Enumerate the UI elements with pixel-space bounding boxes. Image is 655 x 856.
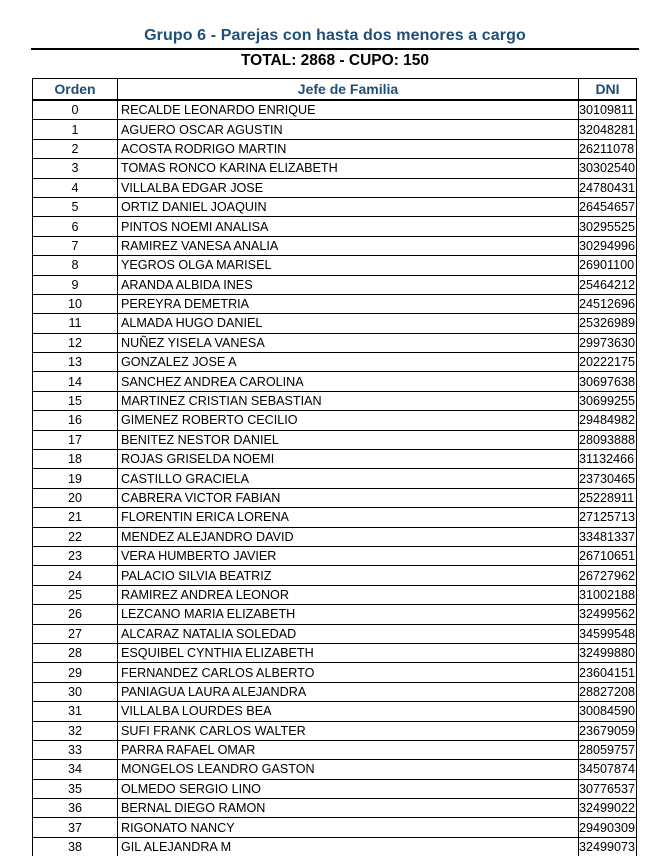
jefe-de-familia-cell: RAMIREZ VANESA ANALIA <box>118 236 579 255</box>
orden-cell: 20 <box>33 488 118 507</box>
dni-cell: 33481337 <box>579 527 637 546</box>
dni-cell: 32499880 <box>579 643 637 662</box>
table-header-row <box>33 79 637 101</box>
table-body <box>33 100 637 856</box>
orden-cell: 22 <box>33 527 118 546</box>
orden-cell: 25 <box>33 585 118 604</box>
jefe-de-familia-cell: VILLALBA LOURDES BEA <box>118 702 579 721</box>
orden-cell: 30 <box>33 682 118 701</box>
table-row <box>33 799 637 818</box>
dni-cell: 34507874 <box>579 760 637 779</box>
dni-cell: 28827208 <box>579 682 637 701</box>
table-row <box>33 643 637 662</box>
orden-cell: 10 <box>33 294 118 313</box>
jefe-de-familia-cell: RIGONATO NANCY <box>118 818 579 837</box>
jefe-de-familia-cell: SANCHEZ ANDREA CAROLINA <box>118 372 579 391</box>
jefe-de-familia-cell: ACOSTA RODRIGO MARTIN <box>118 139 579 158</box>
column-header-jefe-de-familia: Jefe de Familia <box>118 79 579 101</box>
jefe-de-familia-cell: GONZALEZ JOSE A <box>118 353 579 372</box>
dni-cell: 25464212 <box>579 275 637 294</box>
table-row <box>33 605 637 624</box>
orden-cell: 36 <box>33 799 118 818</box>
orden-cell: 33 <box>33 740 118 759</box>
table-row <box>33 488 637 507</box>
jefe-de-familia-cell: TOMAS RONCO KARINA ELIZABETH <box>118 159 579 178</box>
table-row <box>33 837 637 856</box>
dni-cell: 32499562 <box>579 605 637 624</box>
orden-cell: 15 <box>33 391 118 410</box>
table-row <box>33 372 637 391</box>
dni-cell: 30302540 <box>579 159 637 178</box>
dni-cell: 24780431 <box>579 178 637 197</box>
table-row <box>33 624 637 643</box>
dni-cell: 23679059 <box>579 721 637 740</box>
table-row <box>33 178 637 197</box>
jefe-de-familia-cell: CABRERA VICTOR FABIAN <box>118 488 579 507</box>
orden-cell: 12 <box>33 333 118 352</box>
orden-cell: 7 <box>33 236 118 255</box>
jefe-de-familia-cell: PARRA RAFAEL OMAR <box>118 740 579 759</box>
jefe-de-familia-cell: PEREYRA DEMETRIA <box>118 294 579 313</box>
orden-cell: 18 <box>33 450 118 469</box>
dni-cell: 20222175 <box>579 353 637 372</box>
dni-cell: 24512696 <box>579 294 637 313</box>
jefe-de-familia-cell: ARANDA ALBIDA INES <box>118 275 579 294</box>
jefe-de-familia-cell: PALACIO SILVIA BEATRIZ <box>118 566 579 585</box>
title-divider <box>31 48 639 50</box>
dni-cell: 32048281 <box>579 120 637 139</box>
column-header-orden: Orden <box>33 79 118 101</box>
jefe-de-familia-cell: ROJAS GRISELDA NOEMI <box>118 450 579 469</box>
jefe-de-familia-cell: GIL ALEJANDRA M <box>118 837 579 856</box>
dni-cell: 26727962 <box>579 566 637 585</box>
jefe-de-familia-cell: OLMEDO SERGIO LINO <box>118 779 579 798</box>
table-row <box>33 217 637 236</box>
dni-cell: 30084590 <box>579 702 637 721</box>
table-row <box>33 120 637 139</box>
dni-cell: 30776537 <box>579 779 637 798</box>
dni-cell: 29490309 <box>579 818 637 837</box>
orden-cell: 9 <box>33 275 118 294</box>
jefe-de-familia-cell: CASTILLO GRACIELA <box>118 469 579 488</box>
dni-cell: 26211078 <box>579 139 637 158</box>
orden-cell: 16 <box>33 411 118 430</box>
dni-cell: 31132466 <box>579 450 637 469</box>
table-row <box>33 779 637 798</box>
dni-cell: 28093888 <box>579 430 637 449</box>
table-row <box>33 411 637 430</box>
orden-cell: 26 <box>33 605 118 624</box>
table-row <box>33 546 637 565</box>
dni-cell: 32499073 <box>579 837 637 856</box>
table-row <box>33 159 637 178</box>
orden-cell: 0 <box>33 100 118 120</box>
table-row <box>33 294 637 313</box>
dni-cell: 34599548 <box>579 624 637 643</box>
table-row <box>33 256 637 275</box>
orden-cell: 31 <box>33 702 118 721</box>
orden-cell: 21 <box>33 508 118 527</box>
dni-cell: 23730465 <box>579 469 637 488</box>
jefe-de-familia-cell: BENITEZ NESTOR DANIEL <box>118 430 579 449</box>
jefe-de-familia-cell: MARTINEZ CRISTIAN SEBASTIAN <box>118 391 579 410</box>
table-row <box>33 682 637 701</box>
dni-cell: 26454657 <box>579 197 637 216</box>
orden-cell: 2 <box>33 139 118 158</box>
jefe-de-familia-cell: MONGELOS LEANDRO GASTON <box>118 760 579 779</box>
table-row <box>33 430 637 449</box>
table-row <box>33 236 637 255</box>
jefe-de-familia-cell: ESQUIBEL CYNTHIA ELIZABETH <box>118 643 579 662</box>
jefe-de-familia-cell: ALMADA HUGO DANIEL <box>118 314 579 333</box>
orden-cell: 6 <box>33 217 118 236</box>
dni-cell: 30697638 <box>579 372 637 391</box>
orden-cell: 27 <box>33 624 118 643</box>
table-row <box>33 139 637 158</box>
table-row <box>33 663 637 682</box>
jefe-de-familia-cell: MENDEZ ALEJANDRO DAVID <box>118 527 579 546</box>
table-row <box>33 585 637 604</box>
table-row <box>33 760 637 779</box>
table-row <box>33 275 637 294</box>
dni-cell: 29973630 <box>579 333 637 352</box>
orden-cell: 4 <box>33 178 118 197</box>
table-row <box>33 353 637 372</box>
jefe-de-familia-cell: PANIAGUA LAURA ALEJANDRA <box>118 682 579 701</box>
orden-cell: 24 <box>33 566 118 585</box>
jefe-de-familia-cell: GIMENEZ ROBERTO CECILIO <box>118 411 579 430</box>
dni-cell: 30699255 <box>579 391 637 410</box>
dni-cell: 32499022 <box>579 799 637 818</box>
jefe-de-familia-cell: ORTIZ DANIEL JOAQUIN <box>118 197 579 216</box>
orden-cell: 19 <box>33 469 118 488</box>
dni-cell: 26710651 <box>579 546 637 565</box>
table-row <box>33 527 637 546</box>
orden-cell: 29 <box>33 663 118 682</box>
orden-cell: 1 <box>33 120 118 139</box>
jefe-de-familia-cell: SUFI FRANK CARLOS WALTER <box>118 721 579 740</box>
orden-cell: 23 <box>33 546 118 565</box>
jefe-de-familia-cell: NUÑEZ YISELA VANESA <box>118 333 579 352</box>
jefe-de-familia-cell: VERA HUMBERTO JAVIER <box>118 546 579 565</box>
table-row <box>33 314 637 333</box>
table-row <box>33 469 637 488</box>
jefe-de-familia-cell: FERNANDEZ CARLOS ALBERTO <box>118 663 579 682</box>
total-cupo-line: TOTAL: 2868 - CUPO: 150 <box>240 52 430 69</box>
jefe-de-familia-cell: BERNAL DIEGO RAMON <box>118 799 579 818</box>
dni-cell: 30294996 <box>579 236 637 255</box>
dni-cell: 25326989 <box>579 314 637 333</box>
column-header-dni: DNI <box>579 79 637 101</box>
dni-cell: 30295525 <box>579 217 637 236</box>
table-row <box>33 450 637 469</box>
table-row <box>33 818 637 837</box>
jefe-de-familia-cell: VILLALBA EDGAR JOSE <box>118 178 579 197</box>
beneficiaries-table <box>32 78 637 856</box>
orden-cell: 38 <box>33 837 118 856</box>
jefe-de-familia-cell: ALCARAZ NATALIA SOLEDAD <box>118 624 579 643</box>
table-row <box>33 391 637 410</box>
jefe-de-familia-cell: RECALDE LEONARDO ENRIQUE <box>118 100 579 120</box>
group-title: Grupo 6 - Parejas con hasta dos menores a cargo <box>144 27 526 44</box>
table-row <box>33 702 637 721</box>
jefe-de-familia-cell: AGUERO OSCAR AGUSTIN <box>118 120 579 139</box>
dni-cell: 30109811 <box>579 100 637 120</box>
dni-cell: 25228911 <box>579 488 637 507</box>
table-row <box>33 100 637 120</box>
orden-cell: 28 <box>33 643 118 662</box>
orden-cell: 32 <box>33 721 118 740</box>
orden-cell: 35 <box>33 779 118 798</box>
orden-cell: 14 <box>33 372 118 391</box>
jefe-de-familia-cell: RAMIREZ ANDREA LEONOR <box>118 585 579 604</box>
orden-cell: 3 <box>33 159 118 178</box>
table-row <box>33 333 637 352</box>
orden-cell: 13 <box>33 353 118 372</box>
dni-cell: 29484982 <box>579 411 637 430</box>
jefe-de-familia-cell: FLORENTIN ERICA LORENA <box>118 508 579 527</box>
table-row <box>33 721 637 740</box>
jefe-de-familia-cell: LEZCANO MARIA ELIZABETH <box>118 605 579 624</box>
table-row <box>33 197 637 216</box>
jefe-de-familia-cell: YEGROS OLGA MARISEL <box>118 256 579 275</box>
table-row <box>33 740 637 759</box>
table-row <box>33 566 637 585</box>
table-row <box>33 508 637 527</box>
orden-cell: 37 <box>33 818 118 837</box>
dni-cell: 28059757 <box>579 740 637 759</box>
orden-cell: 34 <box>33 760 118 779</box>
orden-cell: 17 <box>33 430 118 449</box>
dni-cell: 31002188 <box>579 585 637 604</box>
dni-cell: 23604151 <box>579 663 637 682</box>
orden-cell: 11 <box>33 314 118 333</box>
dni-cell: 26901100 <box>579 256 637 275</box>
orden-cell: 5 <box>33 197 118 216</box>
jefe-de-familia-cell: PINTOS NOEMI ANALISA <box>118 217 579 236</box>
orden-cell: 8 <box>33 256 118 275</box>
dni-cell: 27125713 <box>579 508 637 527</box>
